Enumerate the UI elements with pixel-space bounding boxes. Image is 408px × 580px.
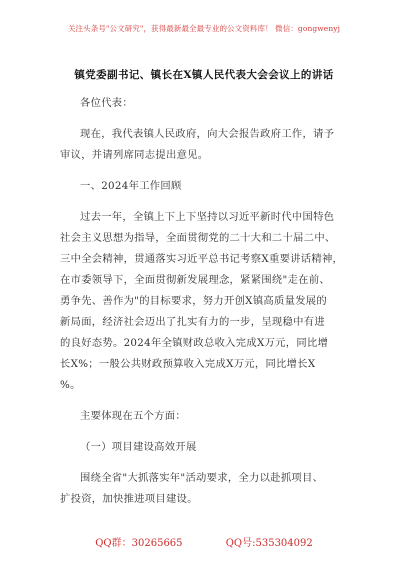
qq-group: QQ群：30265665: [95, 538, 183, 549]
paragraph-line: 现在，我代表镇人民政府，向大会报告政府工作，请予: [80, 128, 335, 140]
paragraph-line: 新局面，经济社会迈出了扎实有力的一步，呈现稳中有进: [60, 316, 325, 328]
paragraph-line: 在市委领导下，全面贯彻新发展理念，紧紧围绕"走在前、: [60, 274, 330, 286]
qq-number: QQ号:535304092: [225, 538, 313, 549]
paragraph-line: 的良好态势。2024年全镇财政总收入完成X万元，同比增: [60, 337, 329, 349]
paragraph-line: 审议，并请列席同志提出意见。: [60, 149, 209, 161]
paragraph-line: 长X%；一般公共财政预算收入完成X万元，同比增长X: [60, 358, 316, 370]
salutation: 各位代表：: [80, 97, 133, 109]
paragraph-line: 扩投资，加快推进项目建设。: [60, 493, 198, 505]
paragraph-line: 三中全会精神，贯通落实习近平总书记考察X重要讲话精神，: [60, 253, 344, 265]
subsection-heading: （一）项目建设高效开展: [80, 441, 197, 453]
paragraph-line: %。: [60, 379, 81, 391]
header-banner: 关注头条号"公文研究"，获得最新最全最专业的公文资料库！ 微信：gongwenyj: [67, 24, 341, 33]
paragraph-line: 过去一年，全镇上下上下坚持以习近平新时代中国特色: [80, 211, 335, 223]
footer-contact: [0, 534, 408, 549]
paragraph-line: 勇争先、善作为"的目标要求，努力开创X镇高质量发展的: [60, 295, 327, 307]
paragraph-line: 社会主义思想为指导，全面贯彻党的二十大和二十届二中、: [60, 232, 336, 244]
document-title: 镇党委副书记、镇长在X镇人民代表大会会议上的讲话: [74, 69, 334, 81]
section-heading: 一、2024年工作回顾: [80, 180, 182, 192]
paragraph-line: 主要体现在五个方面：: [80, 410, 186, 422]
paragraph-line: 围绕全省"大抓落实年"活动要求，全力以赴抓项目、: [80, 472, 324, 484]
